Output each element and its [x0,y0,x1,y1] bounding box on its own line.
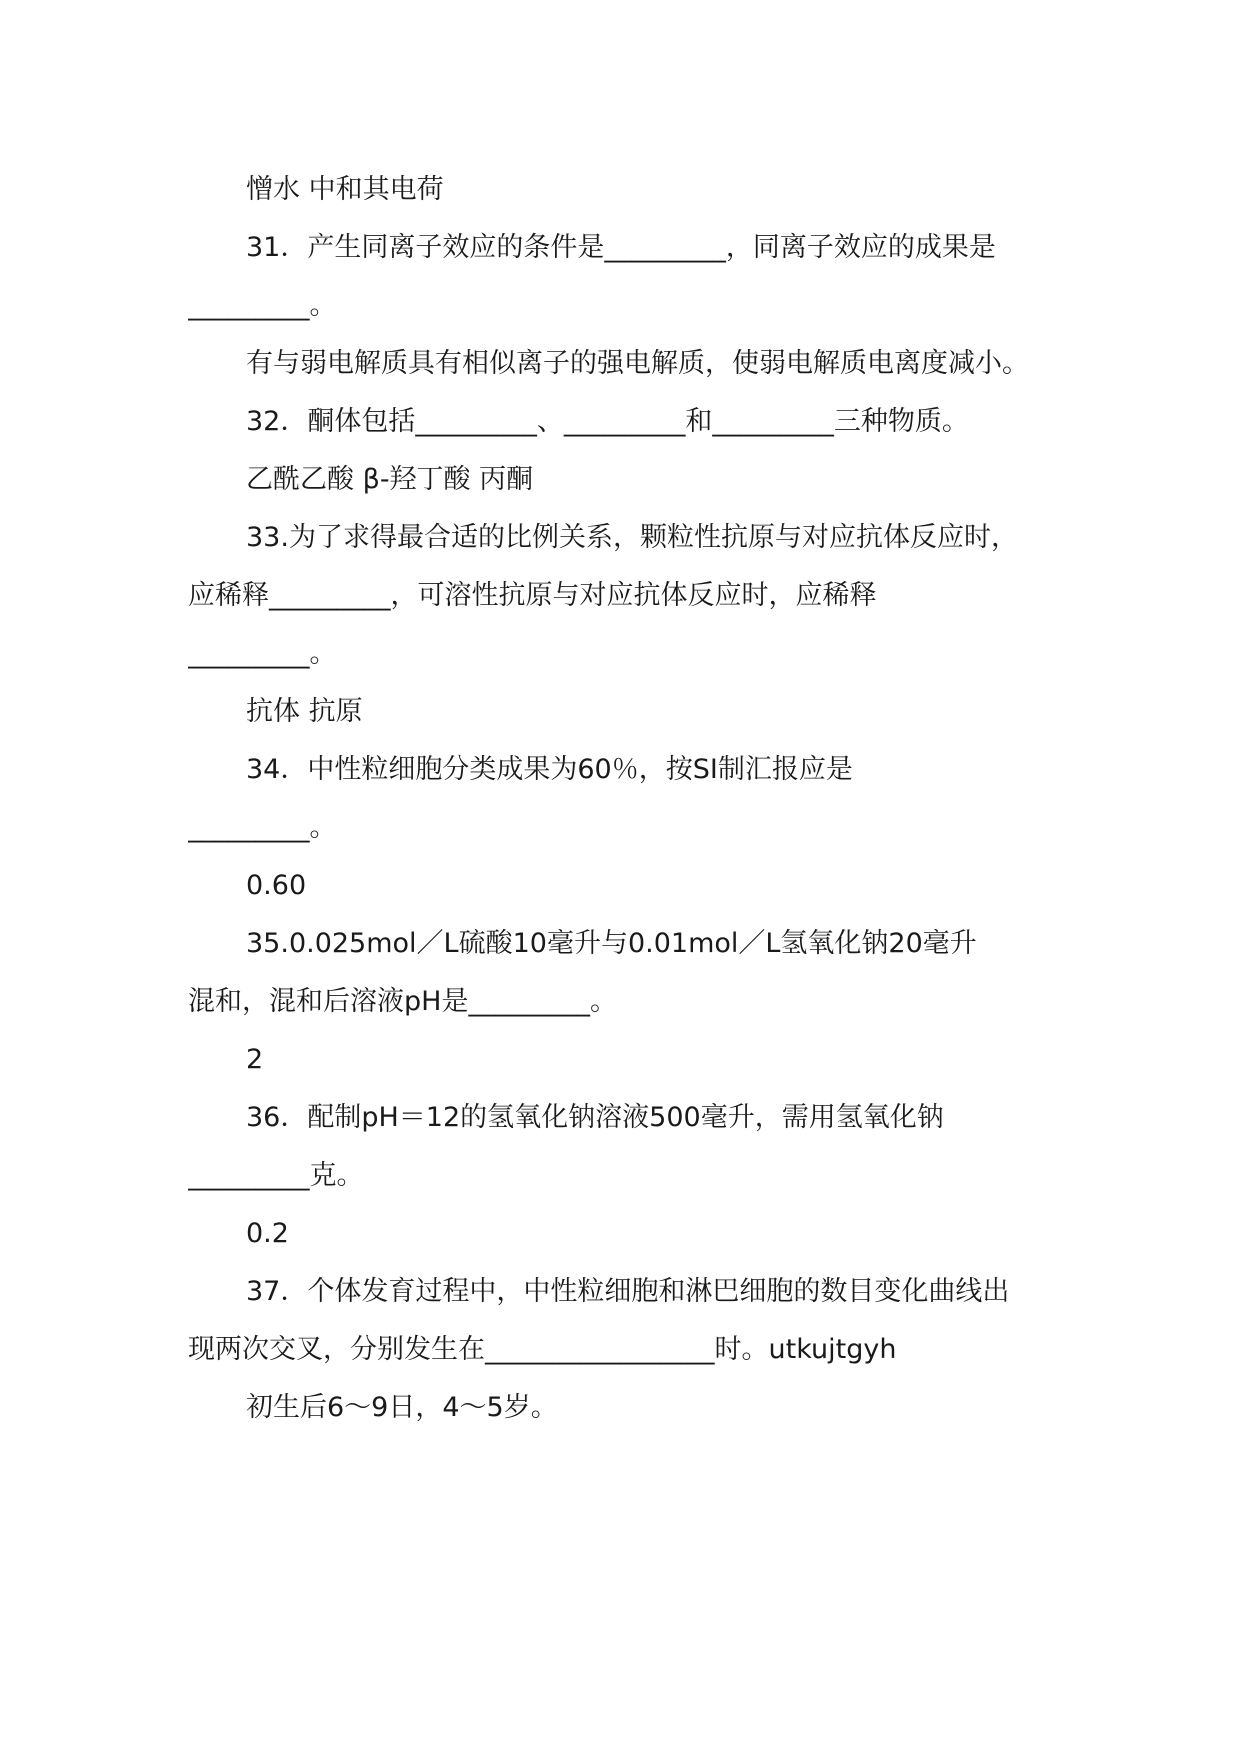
question-32: 32．酮体包括_________、_________和_________三种物质。 [246,406,969,437]
question-35-line-1: 35.0.025mol／L硫酸10毫升与0.01mol／L氢氧化钠20毫升 [246,928,977,959]
question-35-line-2: 混和，混和后溶液pH是_________。 [188,986,617,1017]
question-37-line-2: 现两次交叉，分别发生在_________________时。utkujtgyh [188,1334,897,1365]
answer-line-36: 0.2 [246,1218,289,1249]
answer-line-35: 2 [246,1044,264,1075]
question-31-line-1: 31．产生同离子效应的条件是_________，同离子效应的成果是 [246,232,996,263]
question-36-line-2: _________克。 [188,1160,364,1191]
question-33-line-3: _________。 [188,638,337,669]
answer-line-32: 乙酰乙酸 β-羟丁酸 丙酮 [246,464,534,495]
answer-line-34: 0.60 [246,870,307,901]
question-34-line-2: _________。 [188,812,337,843]
question-37-line-1: 37．个体发育过程中，中性粒细胞和淋巴细胞的数目变化曲线出 [246,1276,1010,1307]
answer-line-31: 有与弱电解质具有相似离子的强电解质，使弱电解质电离度减小。 [246,348,1029,379]
question-31-line-2: _________。 [188,290,337,321]
question-36-line-1: 36．配制pH＝12的氢氧化钠溶液500毫升，需用氢氧化钠 [246,1102,944,1133]
question-34-line-1: 34．中性粒细胞分类成果为60％，按SI制汇报应是 [246,754,853,785]
answer-line-30: 憎水 中和其电荷 [246,174,444,205]
question-33-line-1: 33.为了求得最合适的比例关系，颗粒性抗原与对应抗体反应时， [246,522,1018,553]
answer-line-37: 初生后6～9日，4～5岁。 [246,1392,558,1423]
answer-line-33: 抗体 抗原 [246,696,363,727]
question-33-line-2: 应稀释_________，可溶性抗原与对应抗体反应时，应稀释 [188,580,877,611]
